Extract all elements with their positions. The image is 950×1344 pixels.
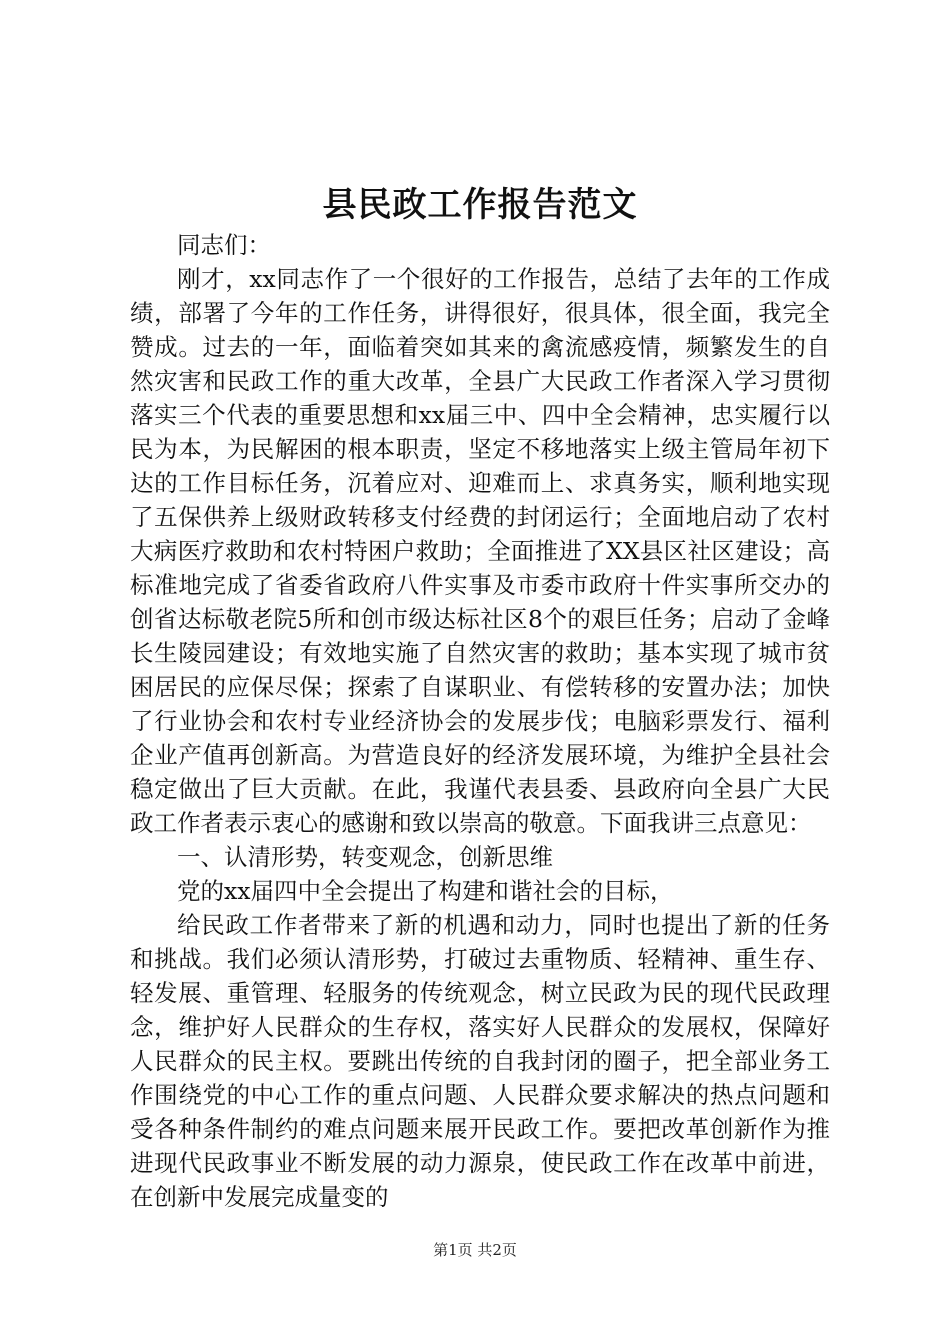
section-heading-1: 一、认清形势，转变观念，创新思维 — [177, 843, 553, 871]
paragraph-section-1-body: 给民政工作者带来了新的机遇和动力，同时也提出了新的任务和挑战。我们必须认清形势，打破过去重物质、轻精神、重生存、轻发展、重管理、轻服务的传统观念，树立民政为民的现代民政理念，维护好人民群众的生存权，落实好人民群众的发展权，保障好人民群众的民主权。要跳出传统的自我封闭的圈子，把全部业务工作围绕党的中心工作的重点问题、人民群众要求解决的热点问题和受各种条件制约的难点问题来展开民政工作。要把改革创新作为推进现代民政事业不断发展的动力源泉，使民政工作在改革中前进，在创新中发展完成量变的 — [130, 911, 830, 1211]
paragraph-opening-summary: 刚才，xx同志作了一个很好的工作报告，总结了去年的工作成绩，部署了今年的工作任务，讲得很好，很具体，很全面，我完全赞成。过去的一年，面临着突如其来的禽流感疫情，频繁发生的自然灾害和民政工作的重大改革，全县广大民政工作者深入学习贯彻落实三个代表的重要思想和xx届三中、四中全会精神，忠实履行以民为本，为民解困的根本职责，坚定不移地落实上级主管局年初下达的工作目标任务，沉着应对、迎难而上、求真务实，顺利地实现了五保供养上级财政转移支付经费的封闭运行；全面地启动了农村大病医疗救助和农村特困户救助；全面推进了XX县区社区建设；高标准地完成了省委省政府八件实事及市委市政府十件实事所交办的创省达标敬老院5所和创市级达标社区8个的艰巨任务；启动了金峰长生陵园建设；有效地实施了自然灾害的救助；基本实现了城市贫困居民的应保尽保；探索了自谋职业、有偿转移的安置办法；加快了行业协会和农村专业经济协会的发展步伐；电脑彩票发行、福利企业产值再创新高。为营造良好的经济发展环境，为维护全县社会稳定做出了巨大贡献。在此，我谨代表县委、县政府向全县广大民政工作者表示衷心的感谢和致以崇高的敬意。下面我讲三点意见： — [130, 265, 830, 837]
document-title: 县民政工作报告范文 — [322, 185, 638, 225]
document-body — [130, 228, 830, 1214]
paragraph-section-1-intro: 党的xx届四中全会提出了构建和谐社会的目标， — [177, 877, 674, 905]
page-footer: 第1页 共2页 — [433, 1241, 517, 1259]
paragraph-salutation: 同志们： — [177, 231, 271, 259]
